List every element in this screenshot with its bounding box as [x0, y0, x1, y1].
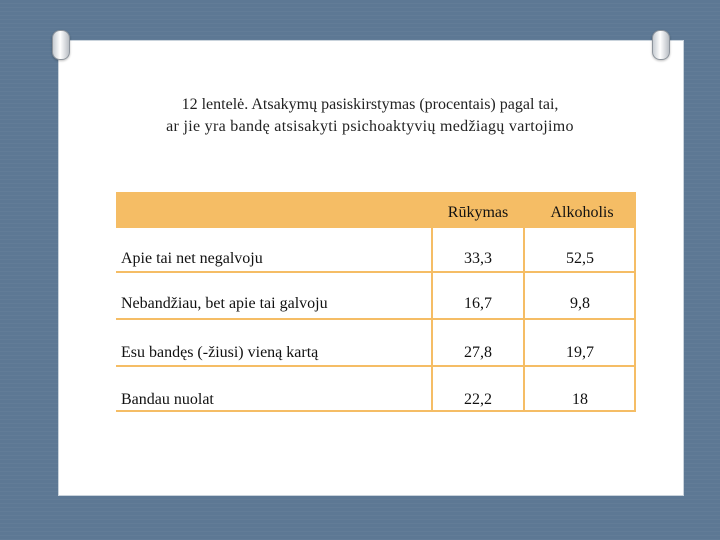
cell-value: 22,2 [464, 391, 492, 408]
cell-value: 33,3 [464, 250, 492, 267]
row-label: Esu bandęs (-žiusi) vieną kartą [121, 344, 319, 361]
pin-icon [652, 30, 670, 60]
cell-value: 27,8 [464, 344, 492, 361]
title-line-2: ar jie yra bandę atsisakyti psichoaktyvių medžiagų vartojimo [166, 118, 574, 135]
title-line-1: 12 lentelė. Atsakymų pasiskirstymas (procentais) pagal tai, [181, 96, 559, 113]
pin-icon [52, 30, 70, 60]
row-label: Bandau nuolat [121, 391, 214, 408]
table-row-divider [116, 365, 636, 367]
cell-value: 16,7 [464, 295, 492, 312]
cell-value: 19,7 [566, 344, 594, 361]
table-row-divider [116, 318, 636, 320]
table-row-divider [116, 410, 636, 412]
cell-value: 52,5 [566, 250, 594, 267]
cell-value: 9,8 [570, 295, 590, 312]
page-title [58, 94, 682, 138]
column-header-alkoholis: Alkoholis [550, 204, 614, 221]
cell-value: 18 [572, 391, 588, 408]
table-row-divider [116, 271, 636, 273]
row-label: Apie tai net negalvoju [121, 250, 263, 267]
column-header-rukymas: Rūkymas [447, 204, 509, 221]
row-label: Nebandžiau, bet apie tai galvoju [121, 295, 328, 312]
